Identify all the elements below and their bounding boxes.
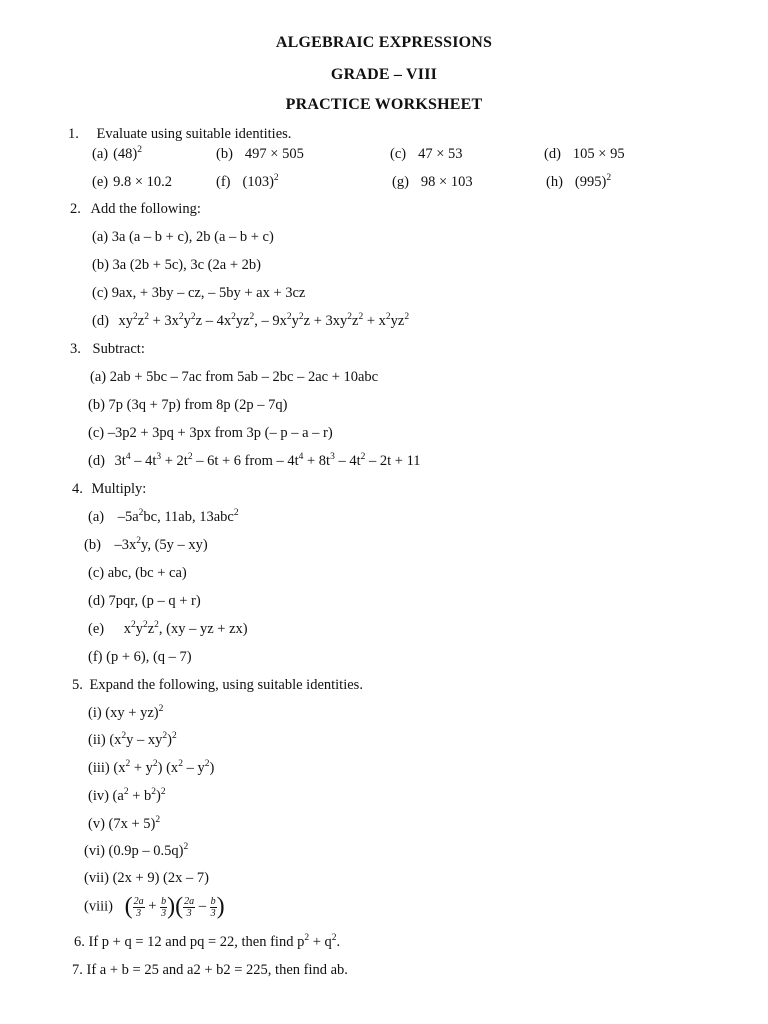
q1-expression: (103) <box>242 174 274 190</box>
question-4 <box>72 481 146 498</box>
expression-text: + y <box>130 760 153 776</box>
q1-item <box>92 174 172 191</box>
expression-text: xy <box>118 313 134 329</box>
part-label: (g) <box>392 174 409 190</box>
question-7: 7. If a + b = 25 and a2 + b2 = 225, then find ab. <box>72 962 348 978</box>
superscript: 2 <box>123 787 129 798</box>
q1-expression: 497 × 505 <box>244 146 304 162</box>
expression-text: yz <box>390 313 405 329</box>
question-5 <box>72 677 363 694</box>
expression-text: z – 4x <box>195 313 232 329</box>
superscript: 2 <box>385 312 391 323</box>
expression-text: ) <box>167 732 173 748</box>
expression-text: – 2t + 11 <box>365 453 421 469</box>
superscript: 2 <box>204 759 210 770</box>
part-label: (a) <box>92 146 109 162</box>
q4-part-a <box>88 509 239 526</box>
q5-part-v <box>88 816 160 833</box>
q2-part-a: (a) 3a (a – b + c), 2b (a – b + c) <box>92 229 274 245</box>
expression-text: yz <box>235 313 250 329</box>
q4-a-expression <box>118 509 239 525</box>
superscript: 2 <box>273 173 279 184</box>
superscript: 2 <box>136 536 142 547</box>
fraction-expression: ( $\frac{2a}{3}$ + $\frac{b}{3}$ )( $\frac{2a}{3}$ – $\frac{b}{3}$ ) <box>124 894 225 920</box>
q1-expression: 47 × 53 <box>418 146 463 162</box>
expression-text: (i) (xy + yz) <box>88 705 159 721</box>
expression-text: x <box>123 621 131 637</box>
question-text: Multiply: <box>91 481 147 497</box>
q1-item <box>544 146 625 163</box>
q1-expression: 105 × 95 <box>572 146 625 162</box>
q4-part-e <box>88 621 248 638</box>
superscript: 2 <box>187 452 193 463</box>
superscript: 2 <box>121 731 127 742</box>
q3-d-expression <box>115 453 421 469</box>
superscript: 2 <box>233 508 239 519</box>
expression-text: –5a <box>117 509 139 525</box>
q1-expression: (995) <box>574 174 607 190</box>
superscript: 2 <box>154 620 159 631</box>
superscript: 2 <box>160 787 166 798</box>
fraction: $\frac{2a}{3}$ <box>133 895 144 919</box>
superscript: 3 <box>156 452 162 463</box>
superscript: 2 <box>331 933 337 944</box>
question-text: Expand the following, using suitable identities. <box>89 677 363 693</box>
expression-text: ) <box>156 788 161 804</box>
expression-text: 3t <box>114 453 126 469</box>
expression-text: – y <box>182 760 205 776</box>
q4-b-expression <box>115 537 208 553</box>
expression-text: z + 3xy <box>303 313 348 329</box>
superscript: 2 <box>155 815 161 826</box>
superscript: 2 <box>142 620 148 631</box>
question-number: 3. <box>70 341 81 357</box>
superscript: 2 <box>178 759 183 770</box>
expression-text: ) (x <box>157 760 179 776</box>
expression-text: , – 9x <box>254 313 287 329</box>
worksheet-grade: GRADE – VIII <box>330 66 438 83</box>
q4-part-f: (f) (p + 6), (q – 7) <box>88 649 192 665</box>
q1-item <box>546 174 611 191</box>
question-3 <box>70 341 145 358</box>
superscript: 2 <box>298 312 304 323</box>
q2-part-d <box>92 313 409 330</box>
expression-text: (ii) (x <box>88 732 122 748</box>
q1-expression: (48) <box>113 146 138 162</box>
q1-item <box>216 146 304 163</box>
question-text: Evaluate using suitable identities. <box>96 126 292 142</box>
superscript: 2 <box>360 452 366 463</box>
expression-text: + b <box>128 788 152 804</box>
expression-text: + 3x <box>148 313 179 329</box>
question-number: 2. <box>70 201 81 217</box>
q5-part-vii: (vii) (2x + 9) (2x – 7) <box>84 870 209 886</box>
q5-part-vi <box>84 843 188 860</box>
part-label: (e) <box>88 621 105 637</box>
part-label: (e) <box>92 174 109 190</box>
q2-part-c: (c) 9ax, + 3by – cz, – 5by + ax + 3cz <box>92 285 306 301</box>
superscript: 2 <box>133 312 138 323</box>
expression-text: (iv) (a <box>88 788 124 804</box>
expression-text: y <box>183 313 191 329</box>
q4-e-expression <box>124 621 248 637</box>
q3-part-a: (a) 2ab + 5bc – 7ac from 5ab – 2bc – 2ac + 10abc <box>90 369 379 385</box>
superscript: 2 <box>404 312 410 323</box>
expression-text: (vi) (0.9p – 0.5q) <box>84 843 184 859</box>
expression-text: + x <box>363 313 386 329</box>
q1-item <box>216 174 279 191</box>
part-label: (a) <box>88 509 105 525</box>
question-2 <box>70 201 201 218</box>
question-number: 5. <box>72 677 83 693</box>
q4-part-b <box>84 537 208 554</box>
fraction: $\frac{b}{3}$ <box>210 895 216 919</box>
q5-part-iv <box>88 788 166 805</box>
part-label: (b) <box>216 146 233 162</box>
q4-part-c: (c) abc, (bc + ca) <box>88 565 187 581</box>
expression-text: y, (5y – xy) <box>141 537 208 553</box>
superscript: 2 <box>304 933 310 944</box>
superscript: 2 <box>137 145 143 156</box>
superscript: 2 <box>286 312 292 323</box>
superscript: 4 <box>125 452 131 463</box>
superscript: 2 <box>190 312 196 323</box>
worksheet-title: ALGEBRAIC EXPRESSIONS <box>275 34 493 51</box>
q1-expression: 98 × 103 <box>420 174 473 190</box>
superscript: 2 <box>249 312 255 323</box>
expression-text: 6. If p + q = 12 and pq = 22, then find p <box>74 934 305 950</box>
fraction: $\frac{b}{3}$ <box>161 895 167 919</box>
superscript: 2 <box>162 731 168 742</box>
q5-part-iii <box>88 760 214 777</box>
expression-text: z <box>137 313 145 329</box>
superscript: 2 <box>347 312 353 323</box>
q2-d-expression <box>119 313 410 329</box>
q1-item <box>390 146 463 163</box>
q4-part-d: (d) 7pqr, (p – q + r) <box>88 593 201 609</box>
expression-text: (iii) (x <box>88 760 126 776</box>
expression-text: + q <box>309 934 332 950</box>
q3-part-d <box>88 453 421 470</box>
superscript: 3 <box>330 452 335 463</box>
expression-text: ) <box>209 760 215 776</box>
part-label: (c) <box>390 146 407 162</box>
part-label: (b) <box>84 537 101 553</box>
q5-part-i <box>88 705 163 722</box>
q3-part-b: (b) 7p (3q + 7p) from 8p (2p – 7q) <box>88 397 288 413</box>
q1-item <box>392 174 473 191</box>
question-number: 4. <box>72 481 83 497</box>
superscript: 4 <box>298 452 304 463</box>
superscript: 2 <box>178 312 184 323</box>
part-label: (viii) <box>84 898 113 915</box>
part-label: (d) <box>92 313 109 329</box>
superscript: 2 <box>231 312 236 323</box>
expression-text: z <box>352 313 359 329</box>
q2-part-b: (b) 3a (2b + 5c), 3c (2a + 2b) <box>92 257 261 273</box>
superscript: 2 <box>172 731 177 742</box>
expression-text: . <box>336 934 341 950</box>
part-label: (d) <box>88 453 105 469</box>
superscript: 2 <box>606 173 612 184</box>
superscript: 2 <box>130 620 136 631</box>
expression-text: + 8t <box>303 453 331 469</box>
q1-item <box>92 146 142 163</box>
superscript: 2 <box>183 842 189 853</box>
worksheet-subtitle: PRACTICE WORKSHEET <box>285 96 483 113</box>
superscript: 2 <box>144 312 149 323</box>
part-label: (h) <box>546 174 563 190</box>
superscript: 2 <box>158 704 164 715</box>
question-text: Subtract: <box>92 341 145 357</box>
part-label: (d) <box>544 146 561 162</box>
superscript: 2 <box>358 312 364 323</box>
question-6 <box>74 934 340 951</box>
question-1 <box>68 126 291 143</box>
expression-text: (v) (7x + 5) <box>88 816 156 832</box>
question-text: Add the following: <box>90 201 201 217</box>
part-label: (f) <box>216 174 231 190</box>
q5-part-ii <box>88 732 177 749</box>
expression-text: – 6t + 6 from – 4t <box>192 453 299 469</box>
question-number: 1. <box>68 126 79 142</box>
q5-part-viii <box>84 895 225 919</box>
expression-text: y – xy <box>126 732 163 748</box>
expression-text: y <box>291 313 299 329</box>
q3-part-c: (c) –3p2 + 3pq + 3px from 3p (– p – a – r) <box>88 425 333 441</box>
superscript: 2 <box>125 759 131 770</box>
expression-text: + 2t <box>161 453 188 469</box>
expression-text: z <box>147 621 155 637</box>
superscript: 2 <box>151 787 157 798</box>
expression-text: y <box>135 621 143 637</box>
expression-text: bc, 11ab, 13abc <box>143 509 234 525</box>
superscript: 2 <box>138 508 144 519</box>
fraction: $\frac{2a}{3}$ <box>184 895 195 919</box>
expression-text: –3x <box>114 537 137 553</box>
expression-text: – 4t <box>334 453 361 469</box>
expression-text: – 4t <box>130 453 157 469</box>
q1-expression: 9.8 × 10.2 <box>113 174 173 190</box>
superscript: 2 <box>152 759 158 770</box>
expression-text: , (xy – yz + zx) <box>158 621 248 637</box>
